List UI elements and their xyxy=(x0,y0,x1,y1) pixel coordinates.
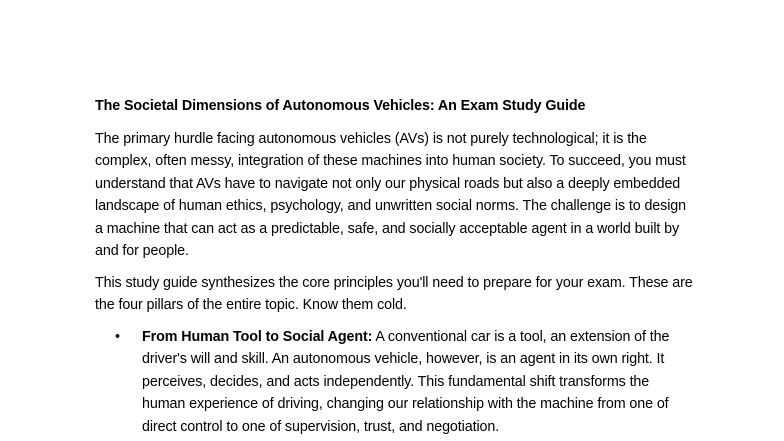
study-guide-paragraph: This study guide synthesizes the core principles you'll need to prepare for your exam. These are the four pillars of the entire topic. Know them cold. xyxy=(95,274,693,313)
bullet-text: A conventional car is a tool, an extension of the driver's will and skill. An autonomous vehicle, however, is an agent in its own right. It perceives, decides, and acts independently. This fundamental shift transforms the human experience of driving, changing our relationship with the machine from one of direct control to one of supervision, trust, and negotiation. xyxy=(142,328,670,435)
list-item xyxy=(95,326,695,439)
pillars-list xyxy=(95,326,695,439)
bullet-lead: From Human Tool to Social Agent: xyxy=(142,328,373,345)
document-title: The Societal Dimensions of Autonomous Vehicles: An Exam Study Guide xyxy=(95,98,586,114)
intro-paragraph: The primary hurdle facing autonomous vehicles (AVs) is not purely technological; it is the complex, often messy, integration of these machines into human society. To succeed, you must understand that AVs have to navigate not only our physical roads but also a deeply embedded landscape of human ethics, psychology, and unwritten social norms. The challenge is to design a machine that can act as a predictable, safe, and socially acceptable agent in a world built by and for people. xyxy=(95,130,686,259)
document-page xyxy=(95,95,695,438)
bullet-icon: • xyxy=(115,328,120,345)
